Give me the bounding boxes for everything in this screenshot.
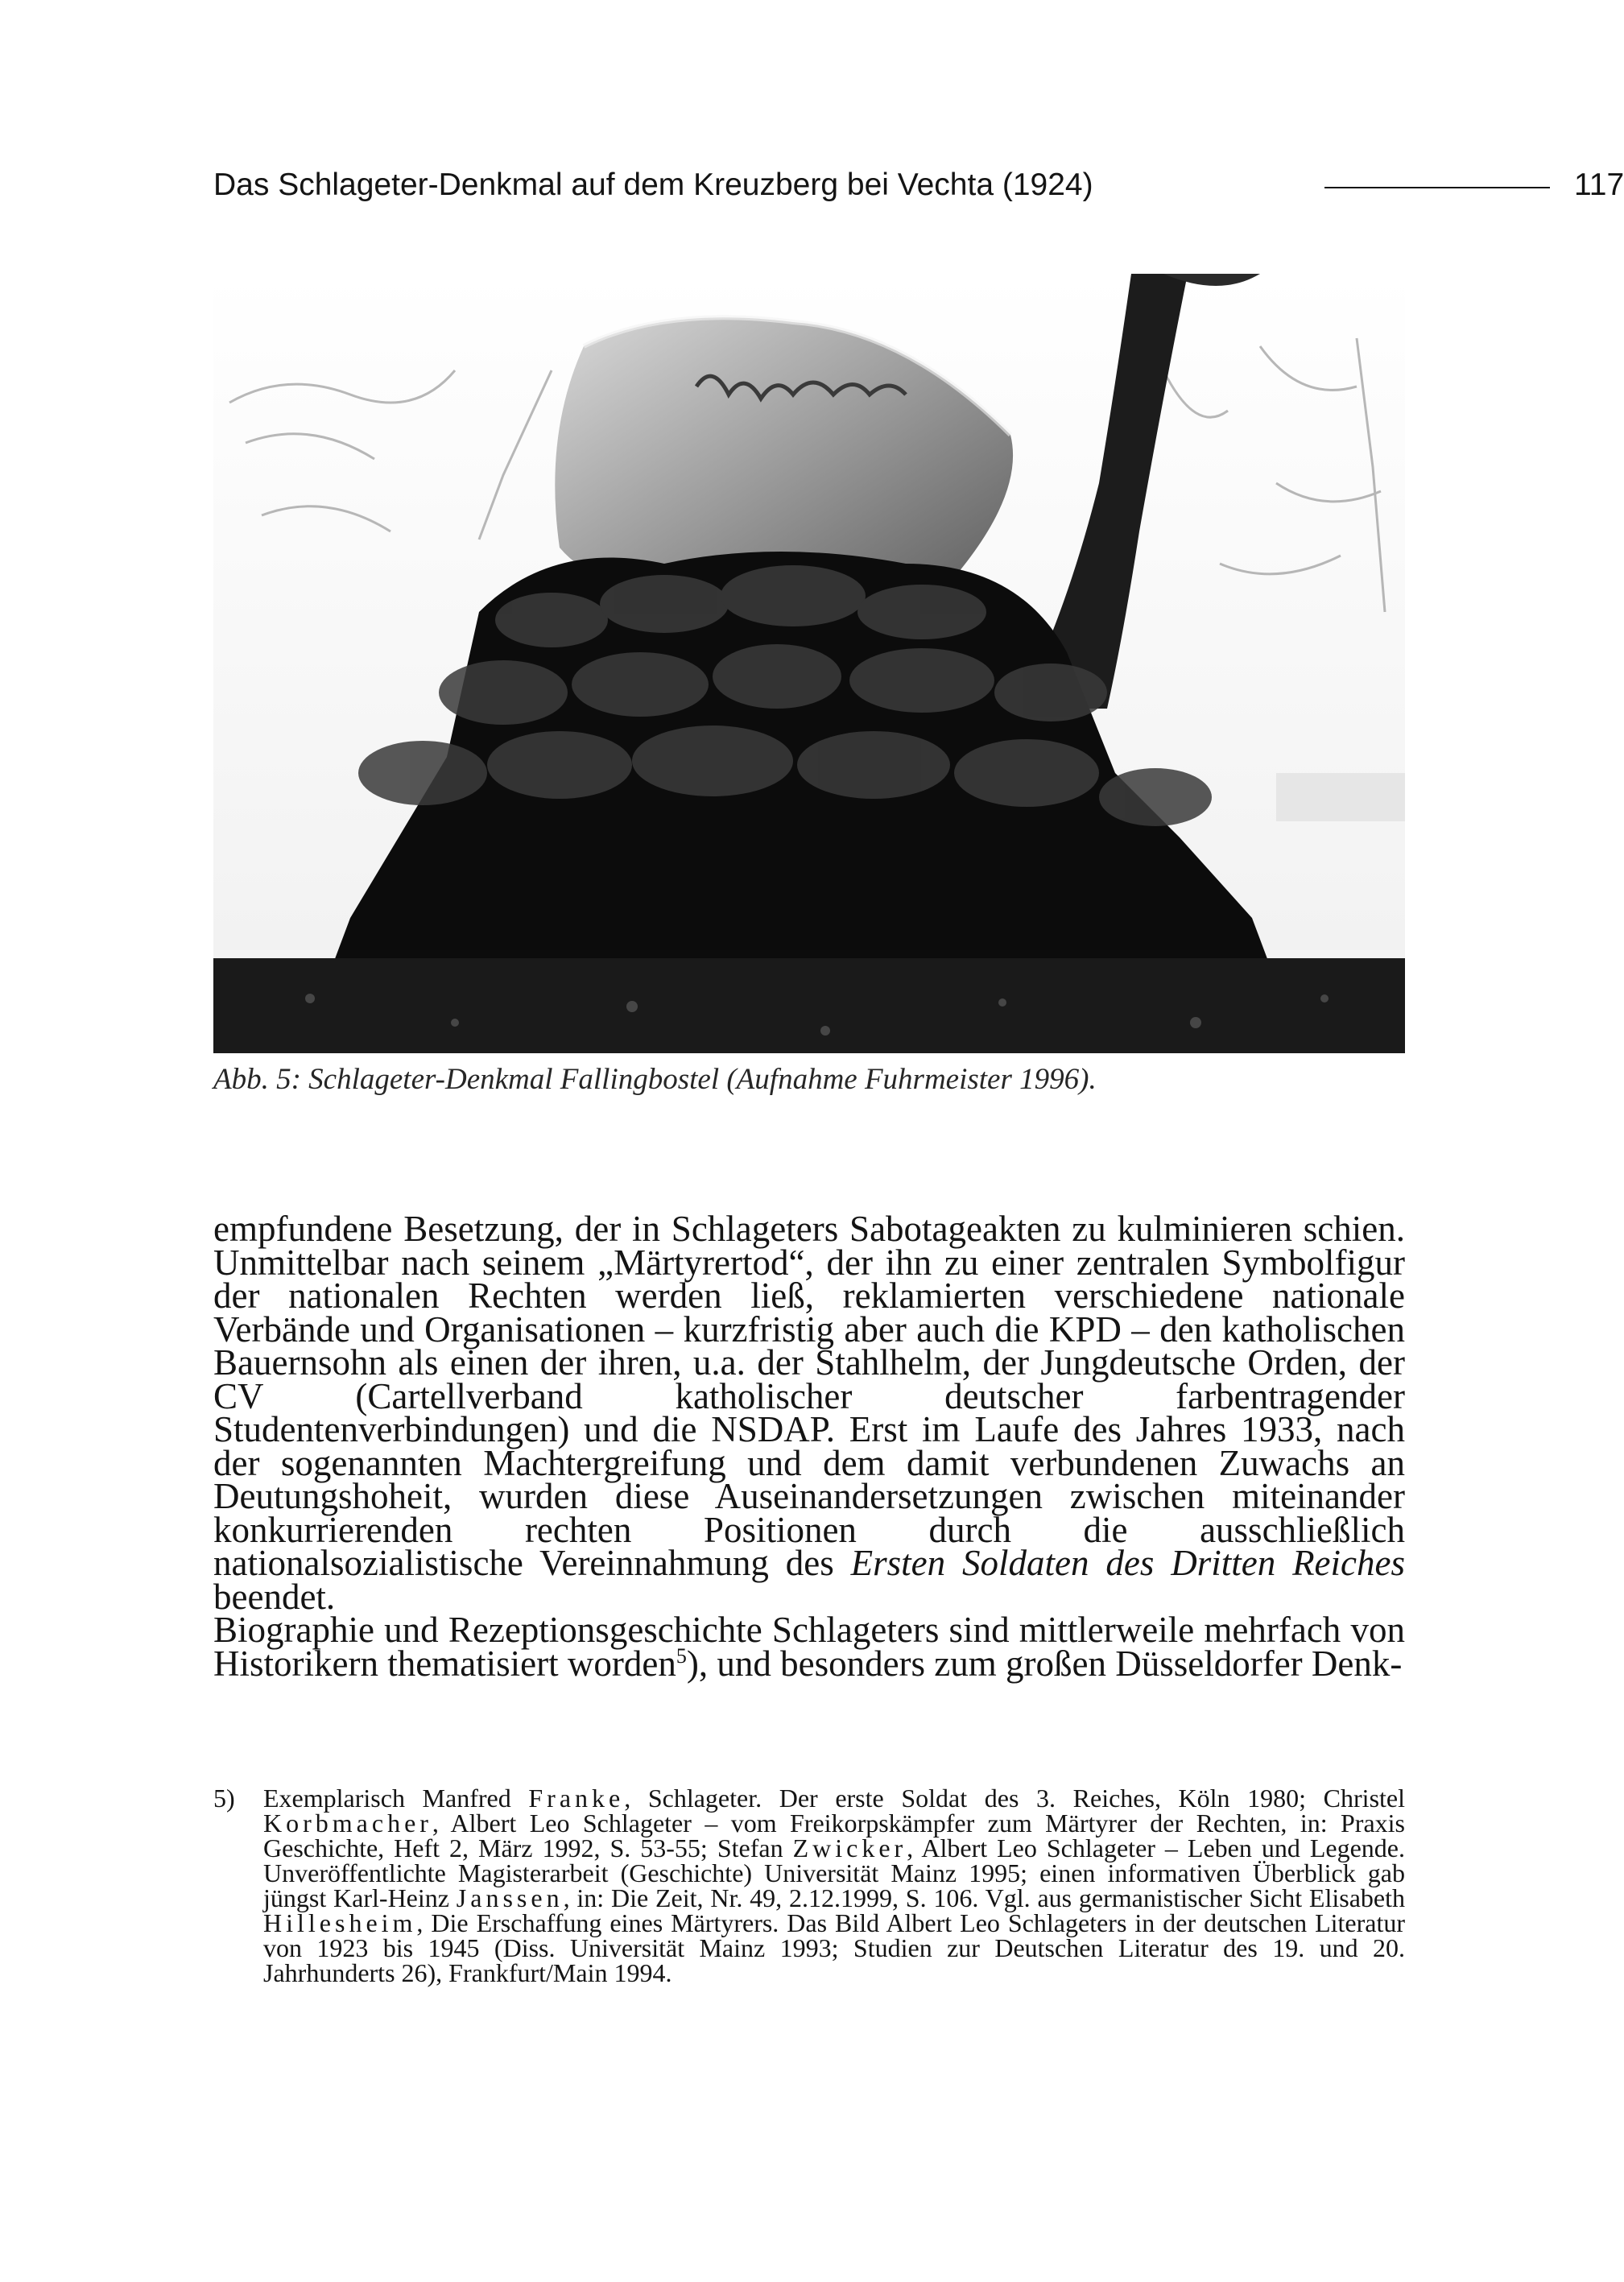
italic-phrase: Ersten Soldaten des Dritten Reiches [850,1543,1405,1583]
body-text [213,1209,1405,1684]
paragraph-2-text-b: ), und besonders zum großen Düsseldorfer Denk- [686,1643,1403,1684]
footnote-reference: 5 [676,1643,687,1668]
footnote-segment: , Die Erschaffung eines Märtyrers. Das Bild Albert Leo Schlageters in der deutschen Literatur von 1923 bis 1945 (Diss. Universität Mainz 1993; Studien zur Deutschen Literatur des 19. und 20. Jahrhunderts 26), Frankfurt/Main 1994. [263,1908,1405,1987]
footnote-number: 5) [213,1784,235,1813]
paragraph-1-text-b: beendet. [213,1576,336,1617]
footnote-segment: , Albert Leo Schlageter – vom Freikorpskämpfer zum Märtyrer der Rechten, in: Praxis Geschichte, Heft 2, März 1992, S. 53-55; Stefan [263,1809,1405,1862]
page-number: 117 [1574,167,1624,202]
monument-photo [213,274,1405,1053]
running-title: Das Schlageter-Denkmal auf dem Kreuzberg bei Vechta (1924) [213,167,1093,202]
footnote-author-name: Franke [528,1784,625,1813]
footnote-author-name: Hillesheim [263,1908,417,1937]
footnote-author-name: Zwicker [792,1833,907,1862]
footnote-segment: , Schlageter. Der erste Soldat des 3. Reiches, Köln 1980; Christel [624,1784,1406,1813]
paragraph-2-text-a: Biographie und Rezeptionsgeschichte Schlageters sind mittlerweile mehrfach von Historikern thematisiert worden [213,1610,1405,1684]
figure-caption: Abb. 5: Schlageter-Denkmal Fallingbostel (Aufnahme Fuhrmeister 1996). [213,1063,1097,1096]
footnote-author-name: Korbmacher [263,1809,432,1838]
footnote [213,1786,1405,1986]
footnote-author-name: Janssen [456,1883,564,1912]
footnote-segment: , in: Die Zeit, Nr. 49, 2.12.1999, S. 106. Vgl. aus germanistischer Sicht Elisabeth [563,1883,1406,1912]
running-header [213,167,1624,216]
paragraph-1 [213,1209,1405,1617]
footnote-text [263,1786,1405,1986]
header-rule [1324,187,1550,188]
paragraph-1-text-a: empfundene Besetzung, der in Schlageters Sabotageakten zu kulminieren schien. Unmittelbar nach seinem „Märtyrertod“, der ihn zu einer zentralen Symbolfigur der nationalen Rechten werden ließ, reklamierten verschiedene nationale Verbände und Organisationen – kurzfristig aber auch die KPD – den katholischen Bauernsohn als einen der ihren, u.a. der Stahlhelm, der Jungdeutsche Orden, der CV (Cartellverband katholischer deutscher farbentragender Studentenverbindungen) und die NSDAP. Erst im Laufe des Jahres 1933, nach der sogenannten Machtergreifung und dem damit verbundenen Zuwachs an Deutungshoheit, wurden diese Auseinandersetzungen zwischen miteinander konkurrierenden rechten Positionen durch die ausschließlich nationalsozialistische Vereinnahmung des [213,1209,1405,1583]
paragraph-2 [213,1610,1405,1684]
footnote-segment: Exemplarisch Manfred [263,1784,529,1813]
footnote-segment: , Albert Leo Schlageter – Leben und Legende. Unveröffentlichte Magisterarbeit (Geschichte) Universität Mainz 1995; einen informativen Überblick gab jüngst Karl-Heinz [263,1833,1406,1912]
